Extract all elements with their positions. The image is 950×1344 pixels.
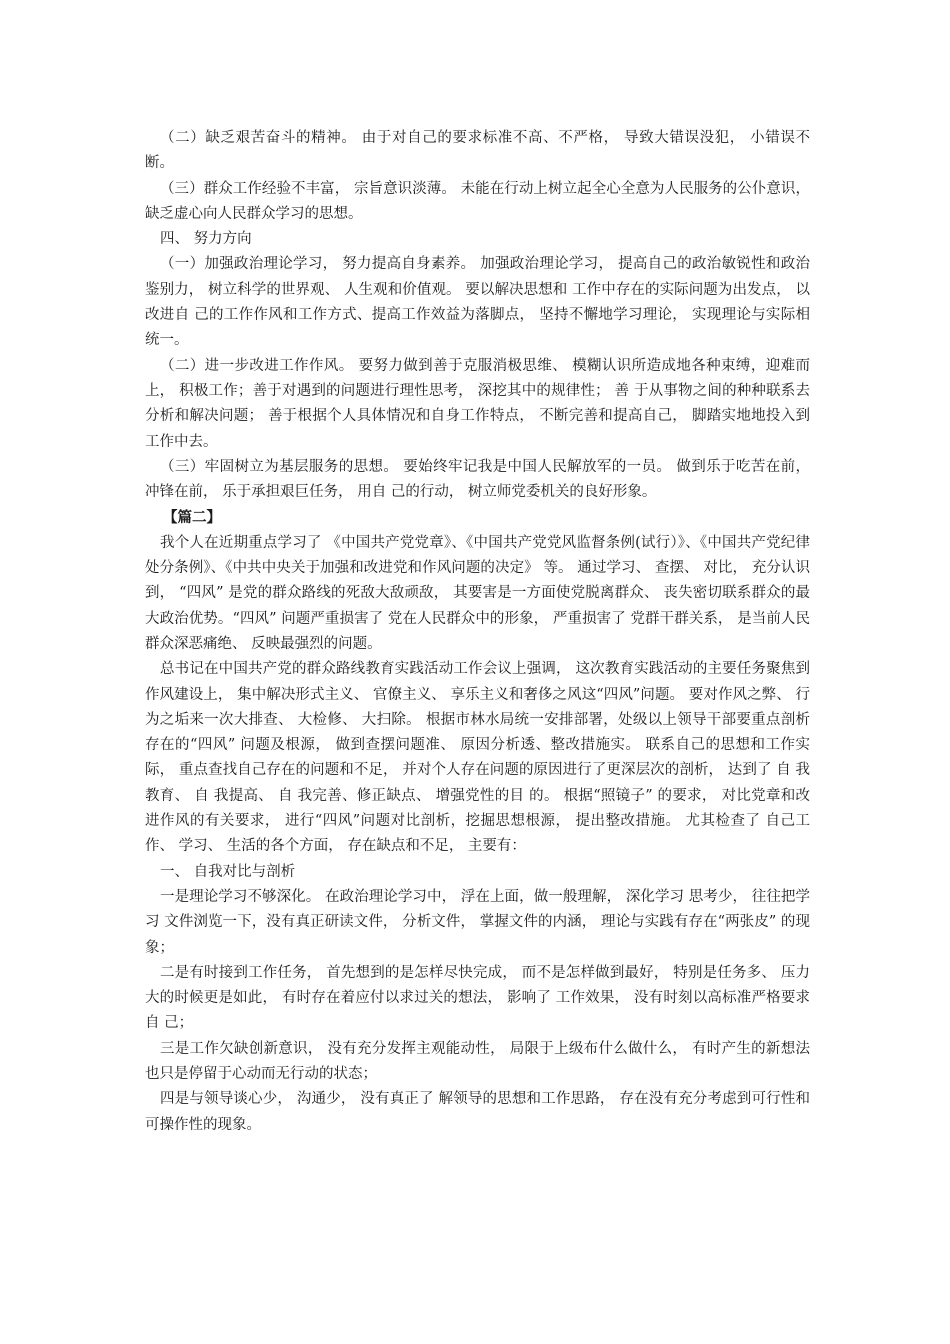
paragraph: （二）进一步改进工作作风。 要努力做到善于克服消极思维、 模糊认识所造成地各种束缚，迎难而上， 积极工作；善于对遇到的问题进行理性思考， 深挖其中的规律性； 善 于从事物之间的种种联系去分析和解决问题； 善于根据个人具体情况和自身工作特点， 不断完善和提高自己， 脚踏实地地投入到工作中去。 bbox=[145, 357, 810, 450]
paragraph: （三）牢固树立为基层服务的思想。 要始终牢记我是中国人民解放军的一员。 做到乐于吃苦在前， 冲锋在前， 乐于承担艰巨任务， 用自 己的行动， 树立师党委机关的良好形象。 bbox=[145, 458, 810, 501]
paragraph: 二是有时接到工作任务， 首先想到的是怎样尽快完成， 而不是怎样做到最好， 特别是任务多、 压力大的时候更是如此， 有时存在着应付以求过关的想法， 影响了 工作效果， 没有时刻以高标准严格要求自 己； bbox=[145, 964, 810, 1032]
paragraph: 三是工作欠缺创新意识， 没有充分发挥主观能动性， 局限于上级布什么做什么， 有时产生的新想法也只是停留于心动而无行动的状态； bbox=[145, 1040, 810, 1082]
paragraph: 一是理论学习不够深化。 在政治理论学习中， 浮在上面，做一般理解， 深化学习 思考少， 往往把学习 文件浏览一下，没有真正研读文件， 分析文件， 掌握文件的内涵， 理论与实践有存在“两张皮” 的现象； bbox=[145, 888, 810, 956]
paragraph: 我个人在近期重点学习了 《中国共产党党章》、《中国共产党党风监督条例(试行）》、《中国共产党纪律处分条例》、《中共中央关于加强和改进党和作风问题的决定》 等。 通过学习、 查摆、 对比， 充分认识到， “四风” 是党的群众路线的死敌大敌顽敌， 其要害是一方面使党脱离群众、 丧失密切联系群众的最大政治优势。“四风” 问题严重损害了 党在人民群众中的形象， 严重损害了 党群干群关系， 是当前人民群众深恶痛绝、 反映最强烈的问题。 bbox=[145, 534, 810, 652]
section-heading: 四、 努力方向 bbox=[160, 231, 252, 248]
document-page bbox=[145, 126, 810, 1138]
paragraph: （三）群众工作经验不丰富， 宗旨意识淡薄。 未能在行动上树立起全心全意为人民服务的公仆意识， 缺乏虚心向人民群众学习的思想。 bbox=[145, 180, 810, 222]
paragraph: 总书记在中国共产党的群众路线教育实践活动工作会议上强调， 这次教育实践活动的主要任务聚焦到作风建设上， 集中解决形式主义、 官僚主义、 享乐主义和奢侈之风这“四风”问题。 要对作风之弊、 行为之垢来一次大排查、 大检修、 大扫除。 根据市林水局统一安排部署，处级以上领导干部要重点剖析存在的“四风” 问题及根源， 做到查摆问题准、 原因分析透、整改措施实。 联系自己的思想和工作实际， 重点查找自己存在的问题和不足， 并对个人存在问题的原因进行了更深层次的剖析， 达到了 自 我教育、 自 我提高、 自 我完善、修正缺点、 增强党性的目 的。 根据“照镜子” 的要求， 对比党章和改进作风的有关要求， 进行“四风”问题对比剖析，挖掘思想根源， 提出整改措施。 尤其检查了 自己工作、 学习、 生活的各个方面， 存在缺点和不足， 主要有： bbox=[145, 661, 810, 855]
section-heading: 一、 自我对比与剖析 bbox=[160, 863, 296, 880]
paragraph: （二）缺乏艰苦奋斗的精神。 由于对自己的要求标准不高、不严格， 导致大错误没犯， 小错误不断。 bbox=[145, 130, 810, 172]
part-marker: 【篇二】 bbox=[163, 509, 221, 527]
paragraph: 四是与领导谈心少， 沟通少， 没有真正了 解领导的思想和工作思路， 存在没有充分考虑到可行性和可操作性的现象。 bbox=[145, 1091, 810, 1133]
paragraph: （一）加强政治理论学习， 努力提高自身素养。 加强政治理论学习， 提高自己的政治敏锐性和政治鉴别力， 树立科学的世界观、 人生观和价值观。 要以解决思想和 工作中存在的实际问题为出发点， 以改进自 己的工作作风和工作方式、提高工作效益为落脚点， 坚持不懈地学习理论， 实现理论与实际相统一。 bbox=[145, 256, 810, 349]
